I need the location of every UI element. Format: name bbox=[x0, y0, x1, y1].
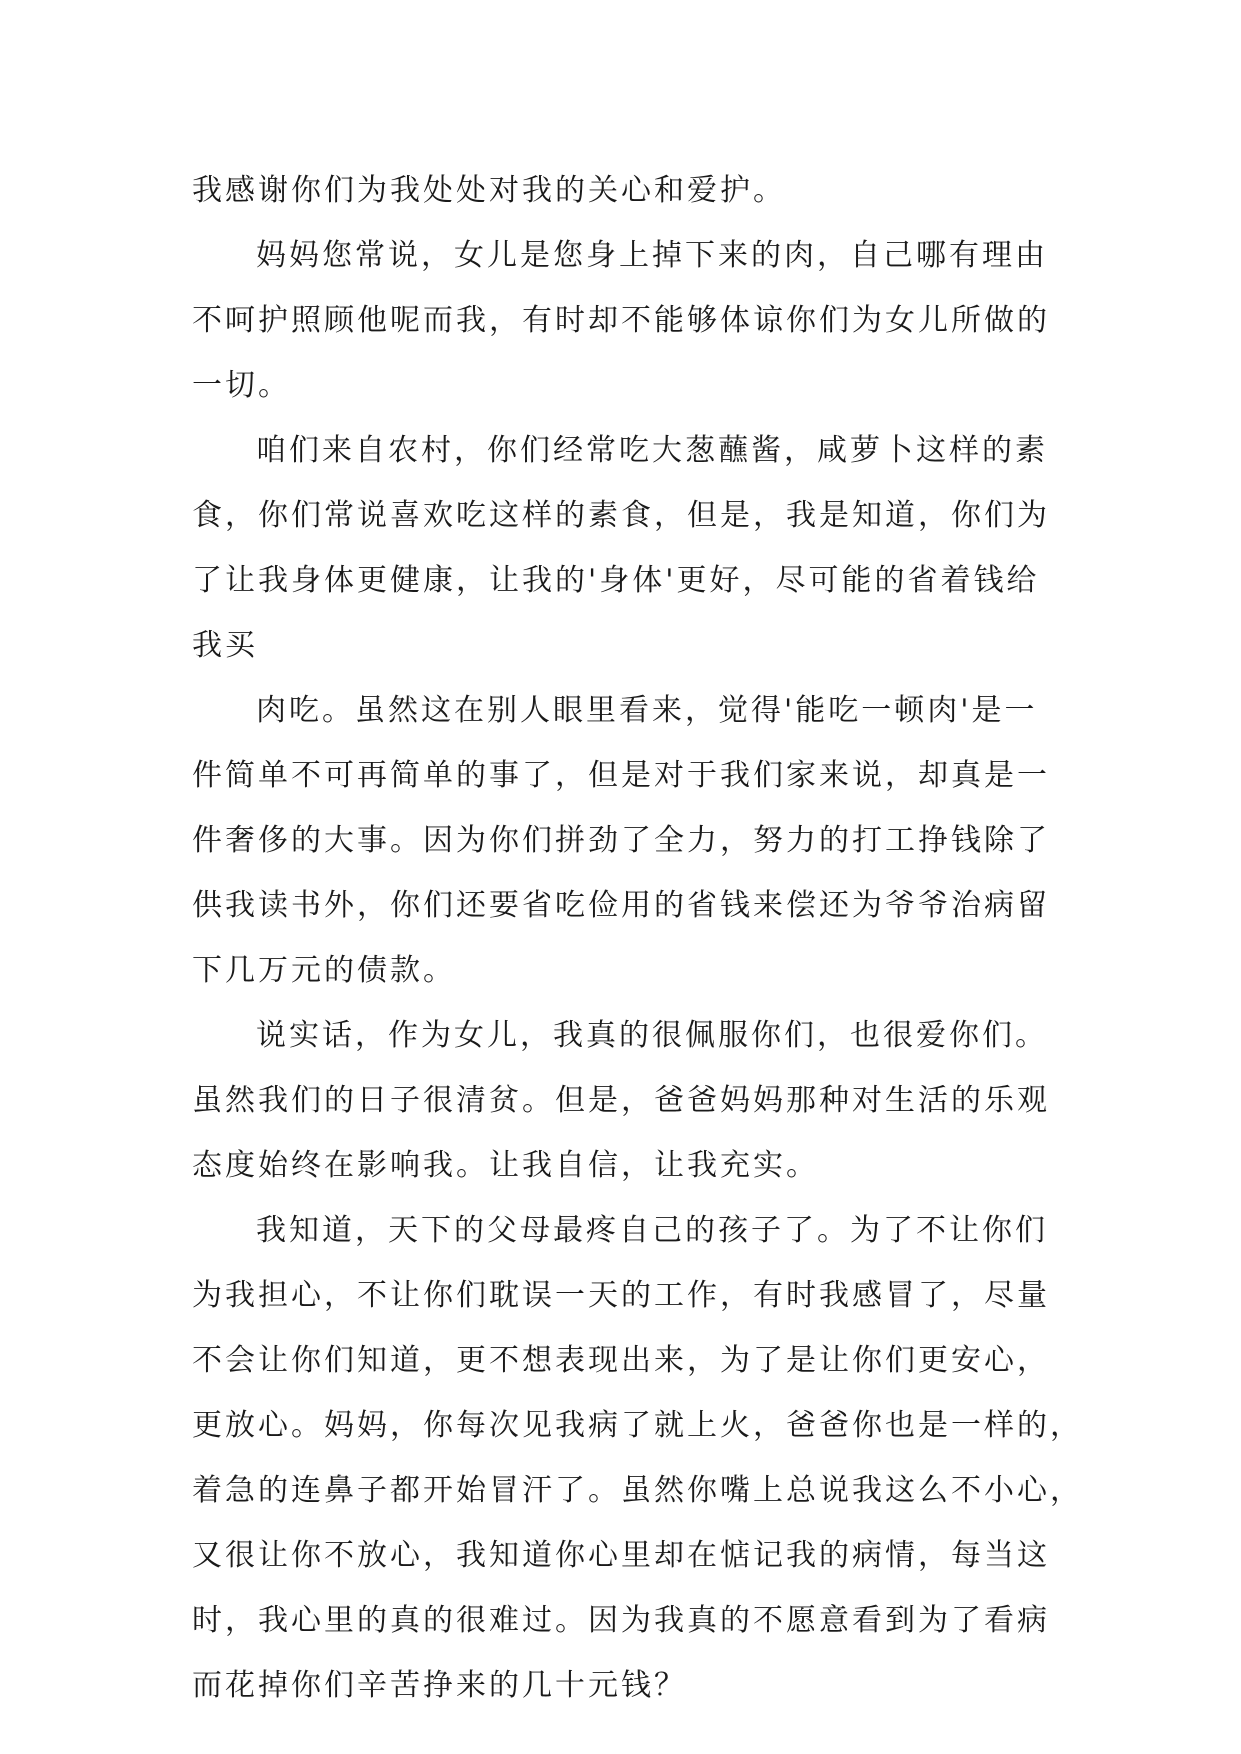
text-line: 态度始终在影响我。让我自信，让我充实。 bbox=[192, 1148, 819, 1183]
text-line: 我感谢你们为我处处对我的关心和爱护。 bbox=[192, 173, 786, 208]
paragraph-first-line: 咱们来自农村，你们经常吃大葱蘸酱，咸萝卜这样的素 bbox=[256, 433, 1048, 468]
text-line: 而花掉你们辛苦挣来的几十元钱？ bbox=[192, 1668, 687, 1703]
document-body bbox=[192, 158, 1082, 1718]
text-line: 件简单不可再简单的事了，但是对于我们家来说，却真是一 bbox=[192, 758, 1050, 793]
text-line: 不呵护照顾他呢而我，有时却不能够体谅你们为女儿所做的 bbox=[192, 303, 1050, 338]
text-line: 更放心。妈妈，你每次见我病了就上火，爸爸你也是一样的， bbox=[192, 1408, 1083, 1443]
text-line: 时，我心里的真的很难过。因为我真的不愿意看到为了看病 bbox=[192, 1603, 1050, 1638]
text-line: 虽然我们的日子很清贫。但是，爸爸妈妈那种对生活的乐观 bbox=[192, 1083, 1050, 1118]
text-line: 着急的连鼻子都开始冒汗了。虽然你嘴上总说我这么不小心， bbox=[192, 1473, 1083, 1508]
paragraph-first-line: 肉吃。虽然这在别人眼里看来，觉得'能吃一顿肉'是一 bbox=[256, 693, 1038, 728]
paragraph-first-line: 妈妈您常说，女儿是您身上掉下来的肉，自己哪有理由 bbox=[256, 238, 1048, 273]
paragraph-first-line: 我知道，天下的父母最疼自己的孩子了。为了不让你们 bbox=[256, 1213, 1048, 1248]
text-line: 下几万元的债款。 bbox=[192, 953, 456, 988]
paragraph-first-line: 说实话，作为女儿，我真的很佩服你们，也很爱你们。 bbox=[256, 1018, 1048, 1053]
text-line: 了让我身体更健康，让我的'身体'更好，尽可能的省着钱给 bbox=[192, 563, 1040, 598]
text-line: 我买 bbox=[192, 628, 258, 663]
text-line: 供我读书外，你们还要省吃俭用的省钱来偿还为爷爷治病留 bbox=[192, 888, 1050, 923]
text-line: 食，你们常说喜欢吃这样的素食，但是，我是知道，你们为 bbox=[192, 498, 1050, 533]
text-line: 为我担心，不让你们耽误一天的工作，有时我感冒了，尽量 bbox=[192, 1278, 1050, 1313]
text-line: 不会让你们知道，更不想表现出来，为了是让你们更安心， bbox=[192, 1343, 1050, 1378]
text-line: 一切。 bbox=[192, 368, 291, 403]
text-line: 又很让你不放心，我知道你心里却在惦记我的病情，每当这 bbox=[192, 1538, 1050, 1573]
text-line: 件奢侈的大事。因为你们拼劲了全力，努力的打工挣钱除了 bbox=[192, 823, 1050, 858]
